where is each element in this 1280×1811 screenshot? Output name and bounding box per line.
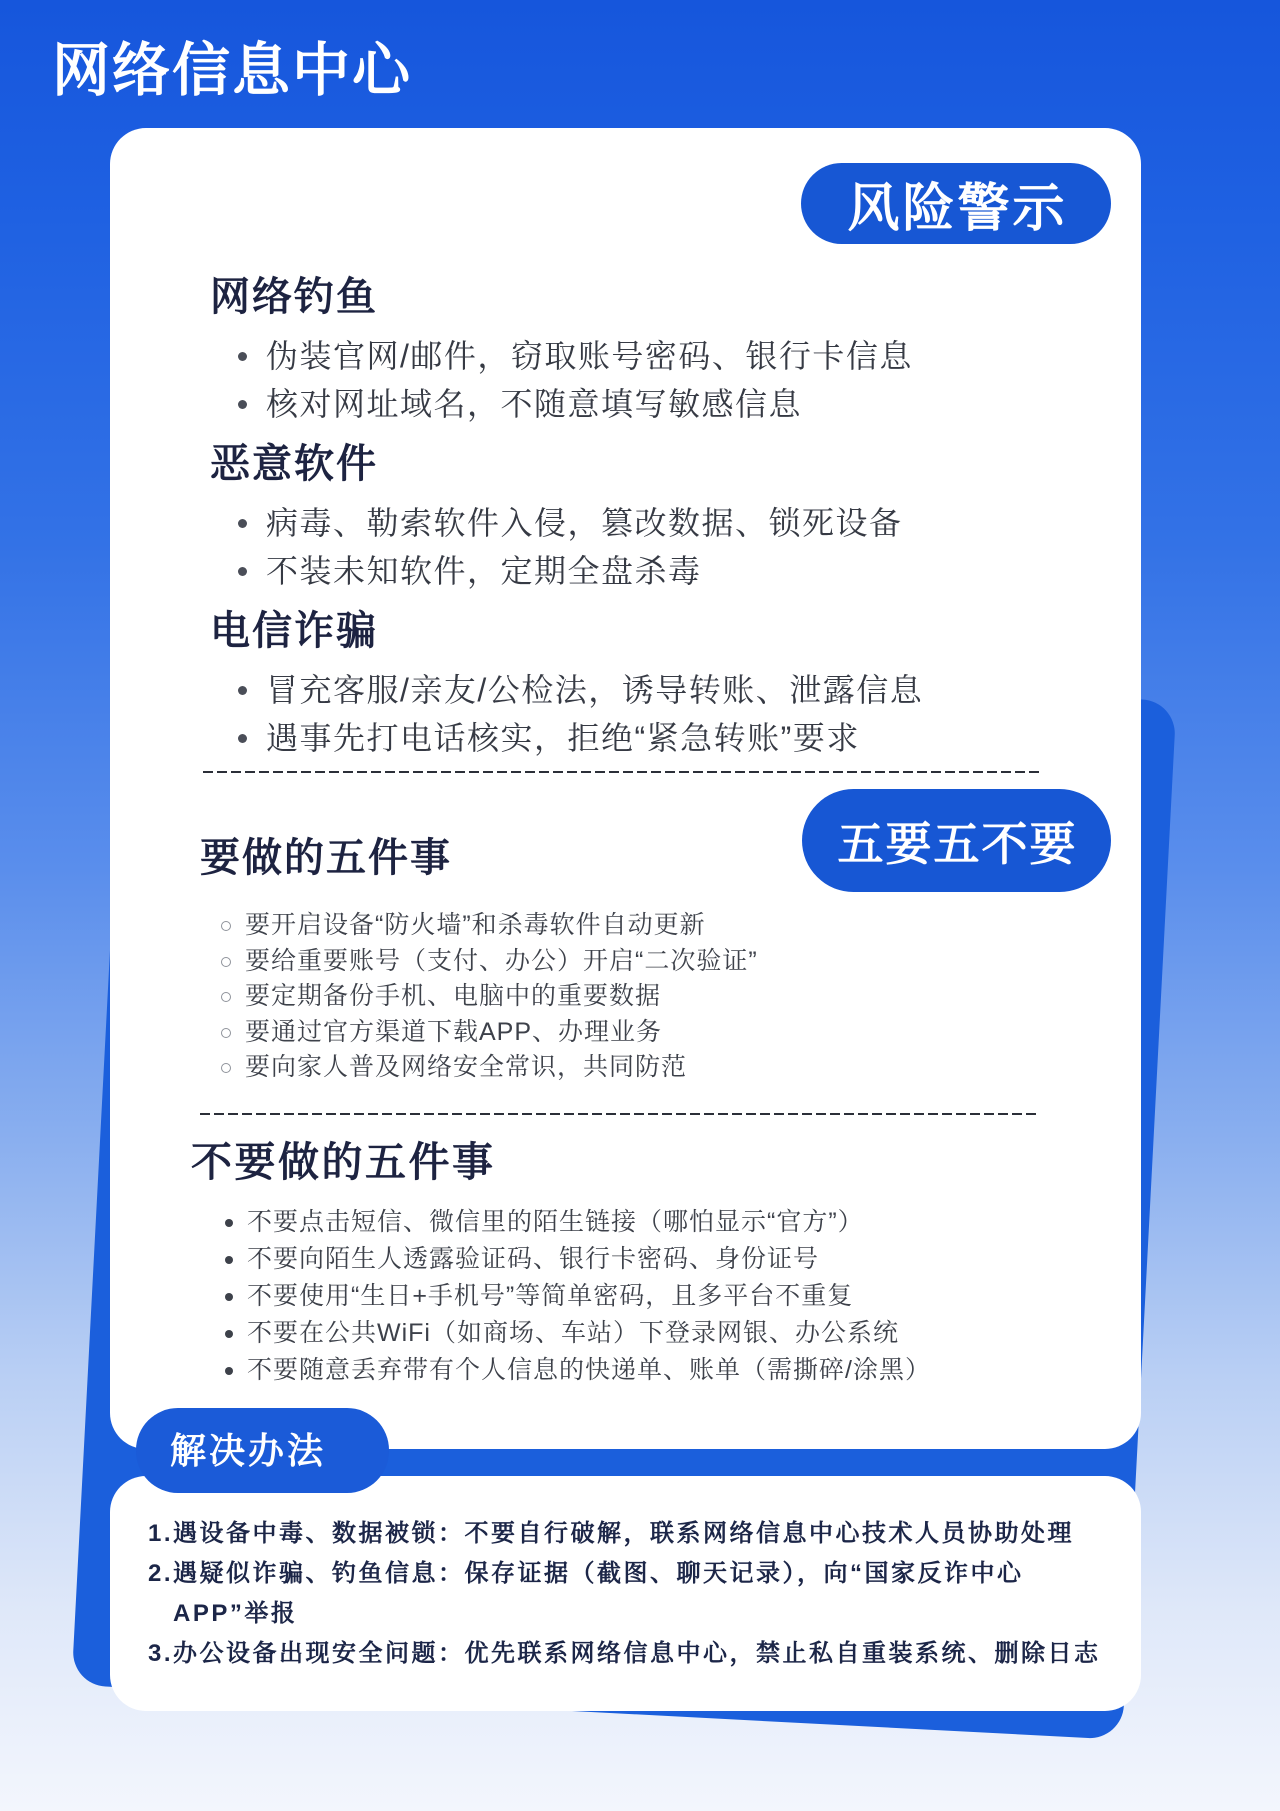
hollow-circle-icon bbox=[221, 957, 231, 967]
list-item bbox=[200, 1050, 758, 1086]
section-heading: 电信诈骗 bbox=[210, 609, 378, 653]
solution-item bbox=[148, 1514, 1101, 1554]
risk-section-phishing bbox=[210, 272, 923, 428]
item-text: 不要使用“生日+手机号”等简单密码，且多平台不重复 bbox=[247, 1282, 854, 1310]
hollow-circle-icon bbox=[221, 1028, 231, 1038]
warning-card bbox=[110, 128, 1141, 1449]
item-text: 不要点击短信、微信里的陌生链接（哪怕显示“官方”） bbox=[247, 1208, 864, 1236]
section-heading: 网络钓鱼 bbox=[210, 275, 378, 319]
solutions-tab bbox=[136, 1408, 389, 1493]
list-item bbox=[191, 1315, 931, 1352]
risk-section-malware bbox=[210, 439, 923, 595]
page-title: 网络信息中心 bbox=[52, 38, 413, 103]
solution-list bbox=[148, 1514, 1101, 1674]
solution-text: 3.办公设备出现安全问题：优先联系网络信息中心，禁止私自重装系统、删除日志 bbox=[148, 1640, 1101, 1667]
bullet-icon bbox=[238, 567, 247, 576]
list-item bbox=[210, 499, 923, 547]
hollow-circle-icon bbox=[221, 921, 231, 931]
solutions-tab-label: 解决办法 bbox=[170, 1430, 327, 1471]
point-text: 遇事先打电话核实，拒绝“紧急转账”要求 bbox=[266, 720, 860, 756]
point-text: 病毒、勒索软件入侵，篡改数据、锁死设备 bbox=[266, 505, 903, 541]
point-list bbox=[210, 499, 923, 595]
point-list bbox=[210, 666, 923, 762]
list-item bbox=[210, 714, 923, 762]
bullet-icon bbox=[225, 1219, 233, 1227]
list-item bbox=[210, 380, 923, 428]
bullet-icon bbox=[238, 519, 247, 528]
dashed-divider bbox=[203, 771, 1040, 773]
hollow-circle-icon bbox=[221, 992, 231, 1002]
solution-item bbox=[148, 1554, 1101, 1634]
risk-sections bbox=[210, 272, 923, 773]
item-text: 不要向陌生人透露验证码、银行卡密码、身份证号 bbox=[247, 1245, 820, 1273]
solution-item bbox=[148, 1634, 1101, 1674]
item-text: 要向家人普及网络安全常识，共同防范 bbox=[245, 1053, 688, 1081]
bullet-icon bbox=[225, 1330, 233, 1338]
list-item bbox=[210, 547, 923, 595]
list-item bbox=[200, 979, 758, 1015]
solution-text: 1.遇设备中毒、数据被锁：不要自行破解，联系网络信息中心技术人员协助处理 bbox=[148, 1520, 1075, 1547]
bullet-icon bbox=[238, 400, 247, 409]
item-text: 要定期备份手机、电脑中的重要数据 bbox=[245, 982, 662, 1010]
bullet-icon bbox=[238, 352, 247, 361]
list-item bbox=[191, 1204, 931, 1241]
list-item bbox=[200, 908, 758, 944]
solutions-card bbox=[110, 1476, 1141, 1711]
point-list bbox=[210, 332, 923, 428]
dashed-divider bbox=[200, 1113, 1040, 1115]
bullet-icon bbox=[225, 1367, 233, 1375]
list-item bbox=[210, 332, 923, 380]
list-item bbox=[210, 666, 923, 714]
hollow-circle-icon bbox=[221, 1063, 231, 1073]
item-text: 要开启设备“防火墙”和杀毒软件自动更新 bbox=[245, 911, 706, 939]
bullet-icon bbox=[238, 686, 247, 695]
risk-section-telecom-fraud bbox=[210, 606, 923, 762]
donts-list bbox=[191, 1204, 931, 1389]
list-item bbox=[191, 1241, 931, 1278]
donts-heading: 不要做的五件事 bbox=[191, 1139, 496, 1185]
item-text: 不要随意丢弃带有个人信息的快递单、账单（需撕碎/涂黑） bbox=[247, 1356, 931, 1384]
bullet-icon bbox=[225, 1293, 233, 1301]
list-item bbox=[200, 944, 758, 980]
dos-heading: 要做的五件事 bbox=[200, 836, 452, 880]
solution-text-continued: APP”举报 bbox=[173, 1600, 298, 1627]
list-item bbox=[191, 1352, 931, 1389]
item-text: 要通过官方渠道下载APP、办理业务 bbox=[245, 1017, 663, 1046]
five-dos-donts-badge: 五要五不要 bbox=[802, 789, 1111, 892]
solution-text: 2.遇疑似诈骗、钓鱼信息：保存证据（截图、聊天记录），向“国家反诈中心 bbox=[148, 1560, 1024, 1587]
bullet-icon bbox=[238, 734, 247, 743]
point-text: 不装未知软件，定期全盘杀毒 bbox=[266, 553, 702, 589]
risk-warning-badge: 风险警示 bbox=[801, 163, 1111, 244]
list-item bbox=[200, 1015, 758, 1051]
bullet-icon bbox=[225, 1256, 233, 1264]
item-text: 不要在公共WiFi（如商场、车站）下登录网银、办公系统 bbox=[247, 1319, 899, 1347]
item-text: 要给重要账号（支付、办公）开启“二次验证” bbox=[245, 946, 758, 975]
point-text: 冒充客服/亲友/公检法，诱导转账、泄露信息 bbox=[266, 672, 924, 708]
point-text: 核对网址域名，不随意填写敏感信息 bbox=[266, 386, 803, 422]
section-heading: 恶意软件 bbox=[210, 442, 378, 486]
dos-list bbox=[200, 908, 758, 1086]
list-item bbox=[191, 1278, 931, 1315]
point-text: 伪装官网/邮件，窃取账号密码、银行卡信息 bbox=[266, 338, 913, 374]
